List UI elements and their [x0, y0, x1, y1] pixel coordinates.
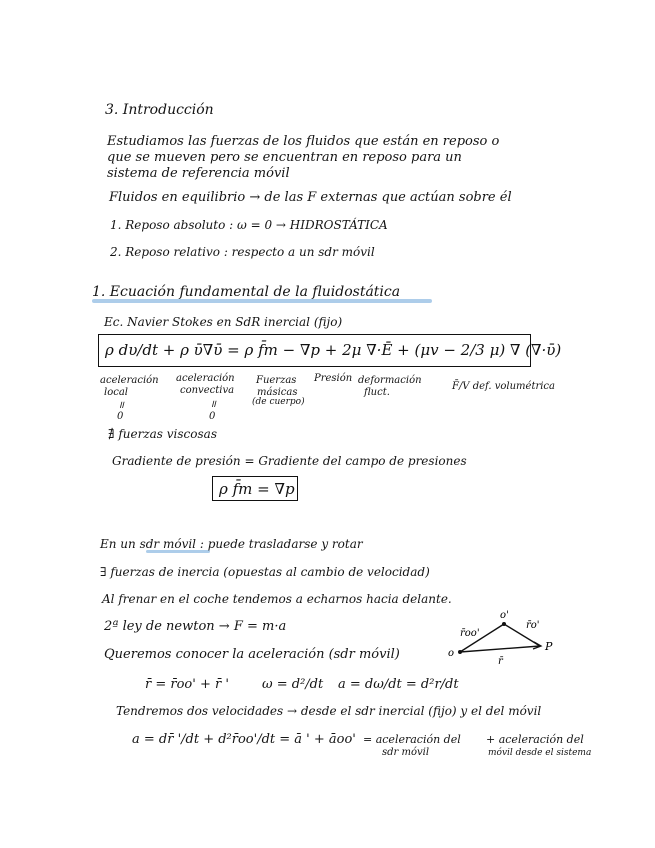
term-note: ॥	[118, 400, 124, 411]
label-o-prime: o'	[500, 610, 509, 621]
text-line: que se mueven pero se encuentran en reposo para un	[107, 150, 462, 165]
text-line: Ec. Navier Stokes en SdR inercial (fijo)	[104, 315, 343, 329]
term-label: másicas	[257, 387, 298, 398]
equation: r̄ = r̄oo' + r̄ '	[145, 677, 229, 692]
text-line: 2ª ley de newton → F = m·a	[104, 619, 287, 634]
text-line: En un sdr móvil : puede trasladarse y rotar	[100, 537, 363, 551]
term-label: fluct.	[364, 387, 390, 398]
text-line: móvil desde el sistema	[488, 748, 592, 758]
section-heading: 1. Ecuación fundamental de la fluidostática	[92, 284, 401, 300]
term-label: F̄/V def. volumétrica	[452, 381, 555, 392]
term-label: Presión	[314, 373, 353, 384]
text-line: ∃ fuerzas de inercia (opuestas al cambio de velocidad)	[100, 565, 430, 579]
origin-moving-dot	[502, 622, 506, 626]
section-title: 3. Introducción	[105, 102, 214, 118]
term-note: 0	[209, 411, 216, 422]
text-line: ∄ fuerzas viscosas	[108, 427, 217, 441]
text-line: = aceleración del	[363, 733, 461, 746]
text-line: Estudiamos las fuerzas de los fluidos que están en reposo o	[107, 134, 500, 149]
equation: ρ dυ/dt + ρ ῡ∇ῡ = ρ f̄m − ∇p + 2μ ∇·Ē + (μv − 2/3 μ) ∇ (∇·ῡ)	[105, 341, 562, 359]
label-r: r̄	[498, 656, 503, 667]
text-line: sistema de referencia móvil	[107, 166, 290, 181]
r-vector	[460, 646, 540, 652]
text-line: Fluidos en equilibrio → de las F externas que actúan sobre él	[109, 190, 512, 205]
equation: ρ f̄m = ∇p	[219, 480, 295, 498]
term-label: (de cuerpo)	[252, 397, 305, 407]
term-label: deformación	[358, 375, 422, 386]
equation: a = dr̄ '/dt + d²r̄oo'/dt = ā ' + āoo'	[132, 732, 356, 747]
vector-diagram	[448, 610, 578, 670]
term-label: aceleración	[176, 373, 235, 384]
text-line: Gradiente de presión = Gradiente del campo de presiones	[112, 454, 467, 468]
text-line: + aceleración del	[486, 733, 584, 746]
equation: ω = d²/dt	[262, 677, 324, 692]
term-label: Fuerzas	[256, 375, 297, 386]
term-label: local	[104, 387, 128, 398]
origin-fixed-dot	[458, 650, 462, 654]
text-line: Tendremos dos velocidades → desde el sdr inercial (fijo) y el del móvil	[116, 704, 542, 718]
label-roo: r̄oo'	[460, 628, 480, 639]
term-note: 0	[117, 411, 124, 422]
text-line: 1. Reposo absoluto : ω = 0 → HIDROSTÁTICA	[110, 218, 388, 232]
label-rp: r̄o'	[526, 620, 540, 631]
label-p: P	[545, 640, 553, 653]
term-note: ॥	[210, 399, 216, 410]
hydrostatic-box	[212, 476, 298, 501]
text-line: Queremos conocer la aceleración (sdr móvil)	[104, 647, 400, 662]
text-line: Al frenar en el coche tendemos a echarnos hacia delante.	[102, 592, 452, 606]
term-label: aceleración	[100, 375, 159, 386]
label-o: o	[448, 648, 455, 659]
navier-stokes-box	[98, 334, 562, 367]
text-line: 2. Reposo relativo : respecto a un sdr móvil	[110, 245, 375, 259]
term-label: convectiva	[180, 385, 235, 396]
text-line: sdr móvil	[382, 747, 430, 758]
equation: a = dω/dt = d²r/dt	[338, 677, 459, 692]
